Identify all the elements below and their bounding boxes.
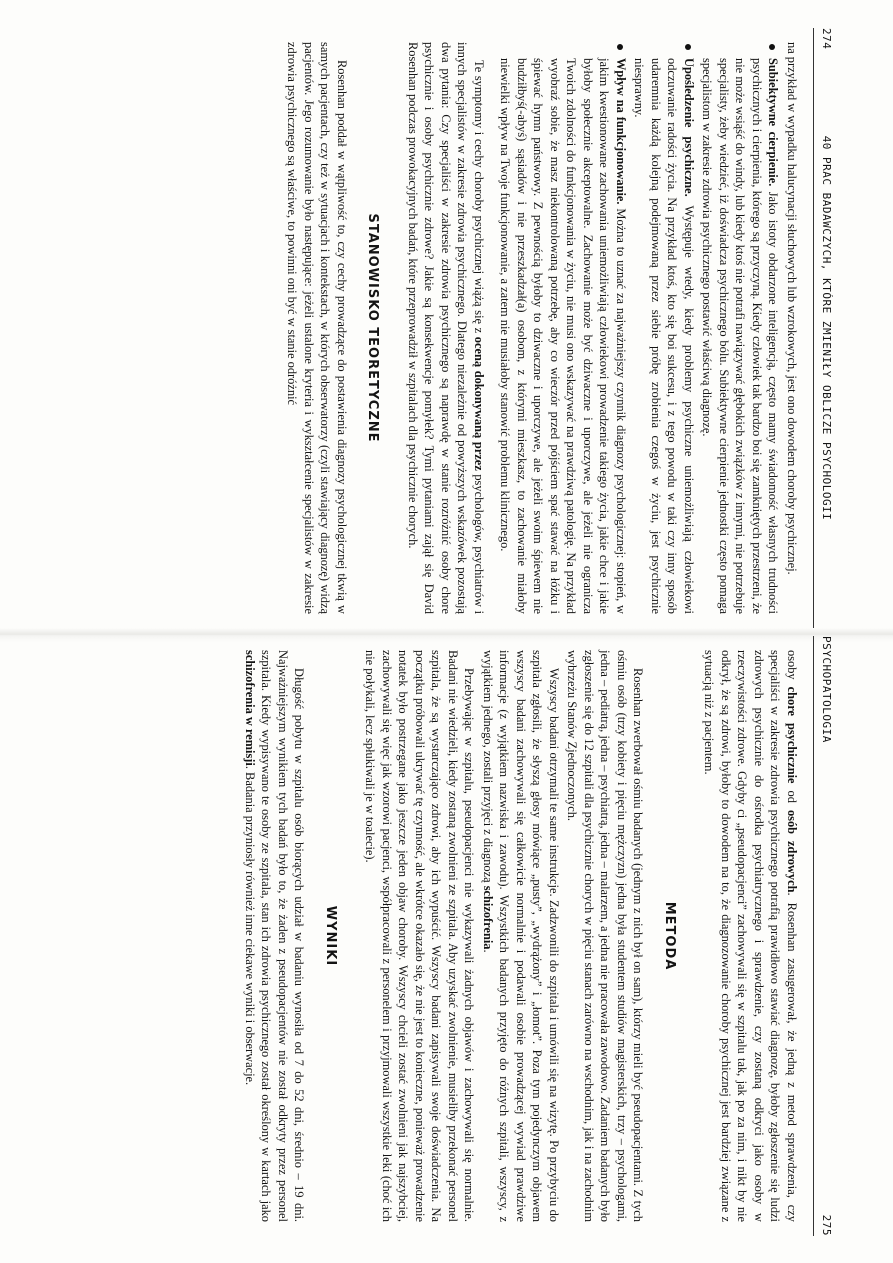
bullet-term: Subiektywne cierpienie.	[766, 58, 781, 187]
page-body	[240, 650, 801, 1222]
page-body	[282, 42, 800, 614]
running-head-title: PSYCHOPATOLOGIA	[820, 636, 833, 743]
text-run: . Badania przyniosły również inne ciekawe wyniki i obserwacje.	[243, 765, 257, 1086]
body-paragraph	[405, 42, 488, 614]
bullet-subjective-suffering	[699, 42, 782, 614]
body-paragraph	[480, 650, 563, 1222]
body-paragraph: Rosenhan poddał w wątpliwość to, czy cechy prowadzące do postawienia diagnozy psychologicznej tkwią w samych pacjentach, czy też w sytuacjach i kontekstach, w których obserwatorzy (czyli stawiający diagnozę) widzą pacjentów. Jego rozumowanie było następujące: jeżeli ustalone kryteria i wykształcenie specjalistów w zakresie zdrowia psychicznego są właściwe, to powinni oni być w stanie odróżnić	[285, 42, 349, 614]
running-head	[813, 28, 836, 628]
running-head	[813, 636, 836, 1236]
text-run: Wszyscy badani otrzymali te same instrukcje. Zadzwonili do szpitala i umówili się na wizytę. Po przybyciu do szpitala zgłosili, że słyszą głosy mówiące „pusty”, „wydrążony” i „łomot”. Poza tym pojedynczym objawem wszyscy badani zachowywali się całkowicie normalnie i podawali osobie prowadzącej wywiad prawdziwe informacje (z wyjątkiem nazwiska i zawodu). Wszystkich badanych przyjęto do różnych szpitali, wszyscy, z wyjątkiem jednego, zostali przyjęci z diagnozą	[481, 650, 561, 1222]
page-275	[0, 636, 836, 1236]
text-run: .	[481, 949, 495, 953]
page-number: 274	[820, 28, 833, 50]
bold-run: oceną dokonywaną przez	[472, 336, 486, 471]
running-head-title: 40 PRAC BADAWCZYCH, KTÓRE ZMIENIŁY OBLICZE PSYCHOLOGII	[820, 135, 833, 521]
bullet-text: Można to uznać za najważniejszy czynnik diagnozy psychologicznej: stopień, w jakim kwestionowane zachowania uniemożliwiają człowiekowi prowadzenie takiego życia, jakie chce i jakie byłoby społecznie akceptowalne. Zachowanie może być dziwaczne i uporczywe, ale jeżeli nie ogranicza Twoich zdolności do funkcjonowania w życiu, nie musi ono wskazywać na prawdziwą patologię. Na przykład wyobraź sobie, że masz niekontrolowaną potrzebę, aby co wieczór przed pójściem spać stawać na łóżku i śpiewać hymn państwowy. Z pewnością byłoby to dziwaczne i uporczywe, ale jeżeli swoim śpiewem nie budziłbyś(-abyś) sąsiadów i nie przeszkadzał(a) osobom, z którymi mieszkasz, to zachowanie miałoby niewielki wpływ na Twoje funkcjonowanie, a zatem nie musiałoby stanowić problemu klinicznego.	[498, 58, 628, 615]
intro-paragraph	[701, 650, 800, 1222]
bold-run: chore psychicznie	[785, 686, 799, 784]
text-run: Te symptomy i cechy choroby psychicznej wiążą się z	[472, 60, 486, 337]
bullet-term: Wpływ na funkcjonowanie.	[614, 58, 628, 205]
intro-paragraph: na przykład w wypadku halucynacji słuchowych lub wzrokowych, jest ono dowodem choroby psychicznej.	[785, 42, 799, 575]
body-paragraph: Przebywając w szpitalu, pseudopacjenci nie wykazywali żadnych objawów i zachowywali się normalnie. Badani nie wiedzieli, kiedy zostaną zwolnieni ze szpitala. Aby uzyskać zwolnienie, musieliby przekonać personel szpitala, że są wystarczająco zdrowi, aby ich wypuścić. Wszyscy badani zapisywali swoje doświadczenia. Na początku próbowali ukrywać tę czynność, ale wkrótce okazało się, że nie jest to konieczne, ponieważ prowadzenie notatek było postrzegane jako jeszcze jeden objaw choroby. Wszyscy chcieli zostać zwolnieni jak najszybciej, zachowywali się więc jak wzorowi pacjenci, współpracowali z personelem i przyjmowali wszystkie leki (choć ich nie połykali, lecz spłukiwali je w toalecie).	[363, 650, 477, 1222]
bold-run: schizofrenia	[481, 885, 495, 950]
body-paragraph: Rosenhan zwerbował ośmiu badanych (jednym z nich był on sam), którzy mieli być pseudopacjentami. Z tych ośmiu osób (trzy kobiety i pięciu mężczyzn) jedna była studentem studiów magisterskich, trzy – psychologami, jedna – pediatrą, jedna – psychiatrą, jedna – malarzem, a jedna nie pracowała zawodowo. Zadaniem badanych było zgłoszenie się do 12 szpitali dla psychicznie chorych w pięciu stanach zarówno na wschodnim, jak i na zachodnim wybrzeżu Stanów Zjednoczonych.	[565, 650, 646, 1222]
bullet-mental-disability	[631, 42, 697, 614]
section-heading: STANOWISKO TEORETYCZNE	[365, 213, 381, 443]
bullet-text: Jako istoty obdarzone inteligencją, często mamy świadomość własnych trudności psychicznych i cierpienia, którego są przyczyną. Kiedy człowiek tak bardzo boi się zamkniętych przestrzeni, że nie może wsiąść do windy, lub kiedy ktoś nie potrafi nawiązywać głębokich związków z innymi, nie potrzebuje specjalisty, żeby wiedzieć, iż doświadcza psychicznego bólu. Subiektywne cierpienie jednostki często pomaga specjalistom w zakresie zdrowia psychicznego postawić właściwą diagnozę.	[700, 58, 781, 614]
text-run: . Rosenhan zasugerował, że jedną z metod sprawdzenia, czy specjaliści w zakresie zdrowia psychicznego potrafią prawidłowo stawiać diagnozę, byłoby zgłoszenie się ludzi zdrowych psychicznie do ośrodka psychiatrycznego i sprawdzenie, czy zostaną odkryci jako osoby w rzeczywistości zdrowe. Gdyby ci „pseudopacjenci” zachowywali się w szpitalu tak, jak po za nim, i nikt by nie odkrył, że są zdrowi, byłoby to dowodem na to, że diagnozowanie choroby psychicznej jest bardziej związane z sytuacją niż z pacjentem.	[702, 650, 799, 1222]
bullet-functioning	[497, 42, 629, 614]
body-paragraph	[242, 650, 308, 1222]
section-heading-results: WYNIKI	[323, 905, 338, 967]
text-run: psychologów, psychiatrów i innych specjalistów w zakresie zdrowia psychicznego. Dlatego niezależnie od powyższych wskazówek pozostają dwa pytania: Czy specjaliści w zakresie zdrowia psychicznego są naprawdę w stanie rozróżnić osoby chore psychicznie i osoby psychicznie zdrowe? Jakie są konsekwencje pomyłek? Tymi pytaniami zajął się David Rosenhan podczas prowokacyjnych badań, które przeprowadził w szpitalach dla psychicznie chorych.	[406, 42, 486, 615]
text-run: Długość pobytu w szpitalu osób biorących udział w badaniu wynosiła od 7 do 52 dni, średnio – 19 dni. Najważniejszym wynikiem tych badań było to, że żaden z pseudopacjentów nie został odkryty przez personel szpitala. Kiedy wypisywano te osoby ze szpitala, stan ich zdrowia psychicznego został określony w kartach jako	[259, 650, 307, 1222]
bold-run: osób zdrowych	[785, 809, 799, 893]
text-run: od	[785, 783, 799, 810]
section-heading-method: METODA	[662, 901, 677, 971]
bullet-text: Występuje wtedy, kiedy problemy psychiczne uniemożliwiają człowiekowi odczuwanie radości życia. Na przykład ktoś, kto się boi sukcesu, i z tego powodu w taki czy inny sposób udaremnia każdą kolejną podejmowaną przez siebie próbę zrobienia czegoś w życiu, jest psychicznie niesprawny.	[632, 58, 696, 614]
bullet-term: Upośledzenie psychiczne.	[682, 58, 696, 197]
page-274	[0, 28, 836, 628]
text-run: osoby	[785, 650, 799, 687]
page-number: 275	[820, 1214, 833, 1236]
bold-run: schizofrenia w remisji	[243, 650, 257, 766]
